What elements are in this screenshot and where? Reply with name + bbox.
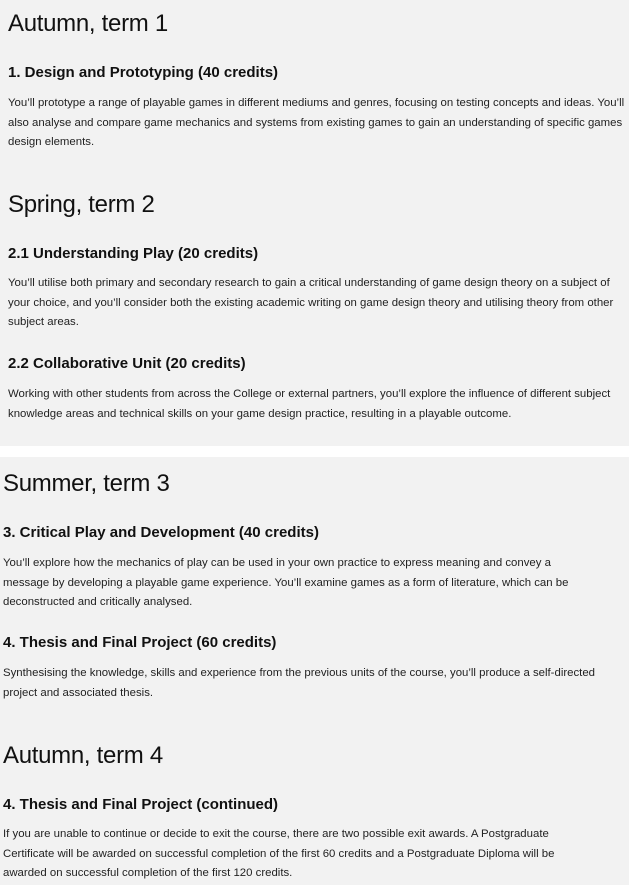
term-heading-autumn-1: Autumn, term 1: [8, 10, 168, 37]
unit-title-thesis-continued: 4. Thesis and Final Project (continued): [3, 796, 279, 813]
unit-description-collaborative-unit: Working with other students from across the College or external partners, you’ll explore the influence of different subject knowledge areas and technical skills on your game design practice, resulting in a playable outcome.: [8, 388, 611, 420]
term-heading-summer-3: Summer, term 3: [3, 470, 170, 497]
term-heading-autumn-4: Autumn, term 4: [3, 742, 163, 769]
unit-description-thesis-final-project: Synthesising the knowledge, skills and experience from the previous units of the course, you’ll produce a self-directed project and associated thesis.: [3, 667, 596, 699]
unit-description-critical-play: You’ll explore how the mechanics of play can be used in your own practice to express meaning and convey a message by developing a playable game experience. You’ll examine games as a form of literature, which can be deconstructed and critically analysed.: [3, 557, 569, 609]
unit-title-understanding-play: 2.1 Understanding Play (20 credits): [8, 245, 259, 262]
unit-description-understanding-play: You’ll utilise both primary and secondary research to gain a critical understanding of game design theory on a subject of your choice, and you’ll consider both the existing academic writing on game design theory and utilising theory from other subject areas.: [8, 277, 614, 329]
term-heading-spring-2: Spring, term 2: [8, 191, 155, 218]
unit-description-thesis-continued: If you are unable to continue or decide to exit the course, there are two possible exit awards. A Postgraduate Certificate will be awarded on successful completion of the first 60 credits and a Postgraduate Diploma will be awarded on successful completion of the first 120 credits.: [3, 828, 555, 880]
unit-description-design-prototyping: You’ll prototype a range of playable games in different mediums and genres, focusing on testing concepts and ideas. You’ll also analyse and compare game mechanics and systems from existing games to gain an understanding of specific games design elements.: [8, 97, 625, 149]
unit-title-collaborative-unit: 2.2 Collaborative Unit (20 credits): [8, 355, 246, 372]
unit-title-critical-play: 3. Critical Play and Development (40 credits): [3, 524, 319, 541]
unit-title-thesis-final-project: 4. Thesis and Final Project (60 credits): [3, 634, 277, 651]
unit-title-design-prototyping: 1. Design and Prototyping (40 credits): [8, 64, 279, 81]
